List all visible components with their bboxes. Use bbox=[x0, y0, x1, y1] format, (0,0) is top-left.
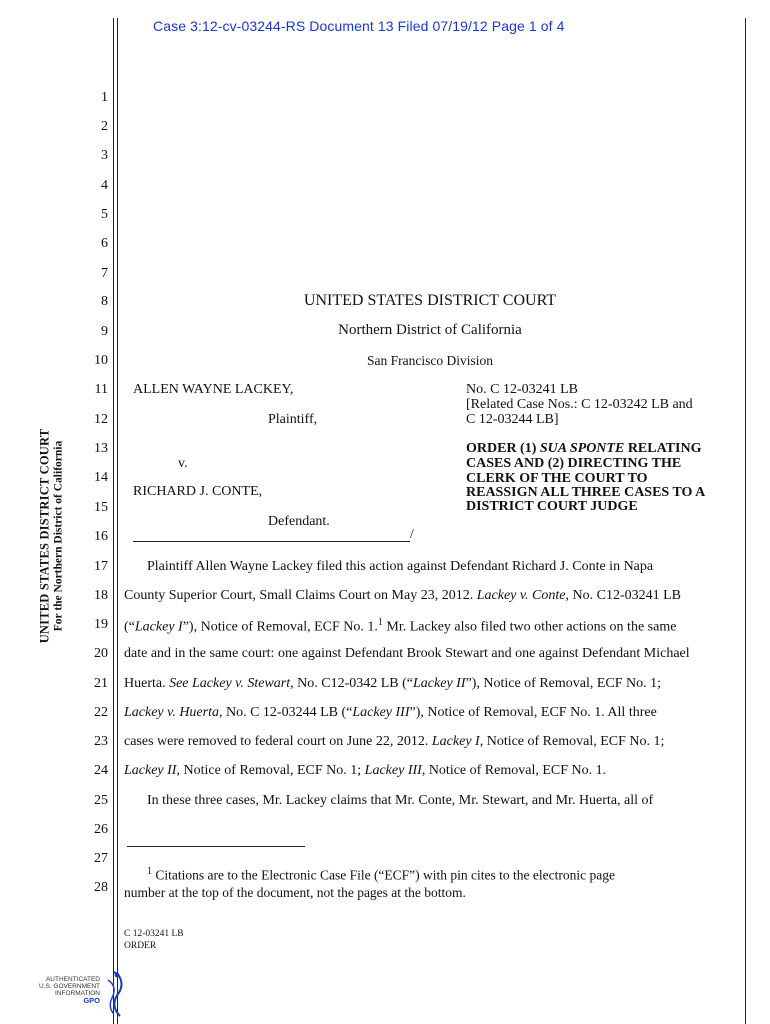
case-short-name: Lackey I bbox=[134, 619, 183, 635]
order-title-line-1 bbox=[466, 441, 701, 456]
line-number: 10 bbox=[94, 353, 108, 368]
footer-doc-type: ORDER bbox=[124, 941, 157, 951]
body-text: , Notice of Removal, ECF No. 1; bbox=[176, 763, 365, 778]
footnote-separator bbox=[127, 846, 305, 847]
sidebar-court-label bbox=[38, 429, 65, 644]
body-line-20: date and in the same court: one against Defendant Brook Stewart and one against Defendant Michael bbox=[124, 646, 690, 661]
line-number: 23 bbox=[94, 734, 108, 749]
line-number: 4 bbox=[101, 178, 108, 193]
line-number: 6 bbox=[101, 236, 108, 251]
case-short-name: Lackey III bbox=[352, 705, 410, 720]
case-short-name: Lackey I bbox=[431, 734, 480, 749]
order-title-line-2: CASES AND (2) DIRECTING THE bbox=[466, 456, 682, 471]
versus: v. bbox=[178, 456, 188, 471]
line-number: 28 bbox=[94, 880, 108, 895]
body-text: , Notice of Removal, ECF No. 1. bbox=[421, 763, 607, 778]
line-number: 19 bbox=[94, 617, 108, 632]
sua-sponte: SUA SPONTE bbox=[539, 441, 625, 456]
sidebar-court-name: UNITED STATES DISTRICT COURT bbox=[37, 428, 52, 644]
sidebar-district: For the Northern District of California bbox=[52, 440, 65, 632]
body-line-24 bbox=[124, 763, 606, 779]
gpo-authenticated-logo bbox=[38, 968, 130, 1020]
body-line-19 bbox=[124, 617, 676, 636]
body-text: No. C 12-03244 LB (“ bbox=[222, 705, 353, 720]
gpo-logo-line: INFORMATION bbox=[54, 990, 100, 997]
case-short-name: Lackey II bbox=[413, 676, 466, 691]
plaintiff-name: ALLEN WAYNE LACKEY, bbox=[133, 382, 294, 397]
line-number: 14 bbox=[94, 470, 108, 485]
ecf-header: Case 3:12-cv-03244-RS Document 13 Filed 07/19/12 Page 1 of 4 bbox=[153, 18, 565, 34]
footnote-line-2: number at the top of the document, not the pages at the bottom. bbox=[124, 885, 466, 900]
body-text: cases were removed to federal court on June 22, 2012. bbox=[124, 734, 432, 749]
case-citation: Lackey v. Conte, bbox=[476, 588, 569, 603]
order-title-text: RELATING bbox=[624, 441, 702, 456]
body-line-23 bbox=[124, 734, 664, 750]
body-text: ”), Notice of Removal, ECF No. 1; bbox=[465, 676, 662, 691]
case-citation: See Lackey v. Stewart, bbox=[169, 676, 294, 691]
line-number: 16 bbox=[94, 529, 108, 544]
left-margin-rule-2 bbox=[117, 18, 118, 1024]
line-number: 1 bbox=[101, 90, 108, 105]
caption-underline bbox=[133, 541, 410, 542]
body-text: Mr. Lackey also filed two other actions on the same bbox=[382, 619, 677, 635]
body-text: ”), Notice of Removal, ECF No. 1. All three bbox=[409, 705, 657, 720]
footnote-mark: 1 bbox=[147, 866, 152, 877]
line-number: 2 bbox=[101, 119, 108, 134]
order-title-text: ORDER (1) bbox=[466, 441, 540, 456]
related-cases-1: [Related Case Nos.: C 12-03242 LB and bbox=[466, 397, 693, 412]
body-text: County Superior Court, Small Claims Court on May 23, 2012. bbox=[124, 588, 477, 603]
body-line-18 bbox=[124, 588, 681, 604]
line-number: 12 bbox=[94, 412, 108, 427]
court-district: Northern District of California bbox=[338, 322, 522, 338]
body-text: No. C12-0342 LB (“ bbox=[293, 676, 414, 691]
line-number: 20 bbox=[94, 646, 108, 661]
line-number: 17 bbox=[94, 559, 108, 574]
order-title-line-5: DISTRICT COURT JUDGE bbox=[466, 499, 638, 514]
line-number: 18 bbox=[94, 588, 108, 603]
body-line-22 bbox=[124, 705, 657, 721]
line-number: 8 bbox=[101, 294, 108, 309]
order-title-line-4: REASSIGN ALL THREE CASES TO A bbox=[466, 485, 706, 500]
footnote-line-1 bbox=[147, 866, 615, 884]
court-division: San Francisco Division bbox=[367, 353, 493, 368]
footer-case-number: C 12-03241 LB bbox=[124, 929, 184, 939]
body-line-21 bbox=[124, 676, 661, 692]
gpo-logo-text bbox=[38, 976, 100, 1004]
related-cases-2: C 12-03244 LB] bbox=[466, 412, 559, 427]
line-number: 26 bbox=[94, 822, 108, 837]
line-number: 13 bbox=[94, 441, 108, 456]
gpo-eagle-icon bbox=[100, 968, 130, 1020]
body-line-17: Plaintiff Allen Wayne Lackey filed this action against Defendant Richard J. Conte in Napa bbox=[147, 559, 654, 574]
line-number: 25 bbox=[94, 793, 108, 808]
defendant-label: Defendant. bbox=[268, 514, 330, 529]
line-number: 3 bbox=[101, 148, 108, 163]
body-text: (“ bbox=[124, 619, 135, 635]
plaintiff-label: Plaintiff, bbox=[268, 412, 318, 427]
line-number: 21 bbox=[94, 676, 108, 691]
gpo-logo-line: U.S. GOVERNMENT bbox=[38, 983, 100, 990]
case-number: No. C 12-03241 LB bbox=[466, 382, 578, 397]
line-number: 11 bbox=[94, 382, 108, 397]
footnote-ref: 1 bbox=[377, 617, 383, 628]
line-number: 27 bbox=[94, 851, 108, 866]
right-margin-rule bbox=[745, 18, 746, 1024]
body-text: No. C12-03241 LB bbox=[569, 588, 681, 603]
body-line-25: In these three cases, Mr. Lackey claims that Mr. Conte, Mr. Stewart, and Mr. Huerta, all of bbox=[147, 793, 654, 808]
line-number: 22 bbox=[94, 705, 108, 720]
body-text: , Notice of Removal, ECF No. 1; bbox=[479, 734, 665, 749]
left-margin-rule-1 bbox=[113, 18, 114, 1024]
line-number: 7 bbox=[101, 266, 108, 281]
gpo-logo-line: AUTHENTICATED bbox=[45, 976, 100, 983]
case-citation: Lackey v. Huerta, bbox=[124, 705, 223, 720]
footnote-text: Citations are to the Electronic Case File (“ECF”) with pin cites to the electronic page bbox=[152, 867, 615, 883]
line-number: 9 bbox=[101, 324, 108, 339]
case-short-name: Lackey II bbox=[124, 763, 177, 778]
court-name: UNITED STATES DISTRICT COURT bbox=[303, 292, 557, 309]
case-short-name: Lackey III bbox=[364, 763, 422, 778]
line-number: 15 bbox=[94, 500, 108, 515]
line-number: 24 bbox=[94, 763, 108, 778]
body-text: ”), Notice of Removal, ECF No. 1. bbox=[182, 619, 378, 635]
defendant-name: RICHARD J. CONTE, bbox=[133, 484, 263, 499]
order-title-line-3: CLERK OF THE COURT TO bbox=[466, 471, 648, 486]
caption-end-mark: / bbox=[410, 527, 414, 542]
body-text: Huerta. bbox=[124, 676, 170, 691]
line-number: 5 bbox=[101, 207, 108, 222]
gpo-logo-line: GPO bbox=[83, 996, 100, 1005]
